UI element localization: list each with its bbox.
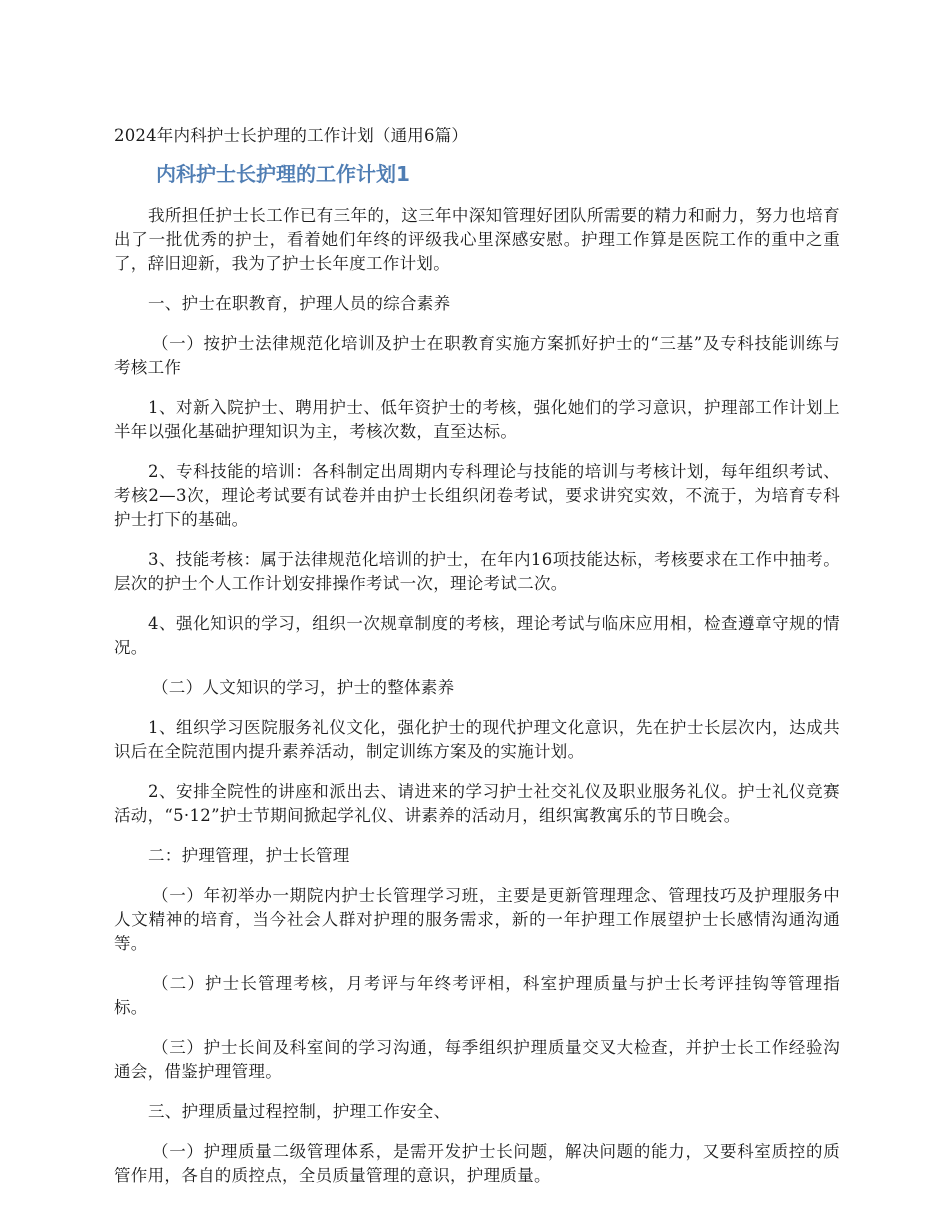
paragraph: （一）年初举办一期院内护士长管理学习班，主要是更新管理理念、管理技巧及护理服务中人文精神的培育，当今社会人群对护理的服务需求，新的一年护理工作展望护士长感情沟通沟通等。 bbox=[114, 886, 840, 953]
paragraph: （一）按护士法律规范化培训及护士在职教育实施方案抓好护士的“三基”及专科技能训练与考核工作 bbox=[114, 334, 840, 377]
paragraph: （二）人文知识的学习，护士的整体素养 bbox=[152, 678, 455, 697]
document-page bbox=[114, 124, 840, 1204]
section-heading: 内科护士长护理的工作计划1 bbox=[156, 162, 410, 186]
paragraph: （一）护理质量二级管理体系，是需开发护士长问题，解决问题的能力，又要科室质控的质管作用，各自的质控点，全员质量管理的意识，护理质量。 bbox=[114, 1142, 840, 1185]
paragraph: 二：护理管理，护士长管理 bbox=[148, 846, 350, 865]
paragraph: 三、护理质量过程控制，护理工作安全、 bbox=[148, 1102, 451, 1121]
paragraph: 2、安排全院性的讲座和派出去、请进来的学习护士社交礼仪及职业服务礼仪。护士礼仪竞赛活动，“5·12”护士节期间掀起学礼仪、讲素养的活动月，组织寓教寓乐的节日晚会。 bbox=[114, 782, 840, 825]
document-title: 2024年内科护士长护理的工作计划（通用6篇） bbox=[114, 126, 469, 145]
paragraph: 一、护士在职教育，护理人员的综合素养 bbox=[148, 294, 451, 313]
paragraph: 2、专科技能的培训：各科制定出周期内专科理论与技能的培训与考核计划，每年组织考试、考核2—3次，理论考试要有试卷并由护士长组织闭卷考试，要求讲究实效，不流于，为培育专科护士打下的基础。 bbox=[114, 462, 840, 529]
paragraph: 1、对新入院护士、聘用护士、低年资护士的考核，强化她们的学习意识，护理部工作计划上半年以强化基础护理知识为主，考核次数，直至达标。 bbox=[114, 398, 840, 441]
paragraph: （三）护士长间及科室间的学习沟通，每季组织护理质量交叉大检查，并护士长工作经验沟通会，借鉴护理管理。 bbox=[114, 1038, 840, 1081]
paragraph: 3、技能考核：属于法律规范化培训的护士，在年内16项技能达标，考核要求在工作中抽考。层次的护士个人工作计划安排操作考试一次，理论考试二次。 bbox=[114, 550, 840, 593]
paragraph: 我所担任护士长工作已有三年的，这三年中深知管理好团队所需要的精力和耐力，努力也培育出了一批优秀的护士，看着她们年终的评级我心里深感安慰。护理工作算是医院工作的重中之重了，辞旧迎新，我为了护士长年度工作计划。 bbox=[114, 206, 840, 273]
paragraph: 4、强化知识的学习，组织一次规章制度的考核，理论考试与临床应用相，检查遵章守规的情况。 bbox=[114, 614, 840, 657]
paragraph: 1、组织学习医院服务礼仪文化，强化护士的现代护理文化意识，先在护士长层次内，达成共识后在全院范围内提升素养活动，制定训练方案及的实施计划。 bbox=[114, 718, 840, 761]
paragraph: （二）护士长管理考核，月考评与年终考评相，科室护理质量与护士长考评挂钩等管理指标。 bbox=[114, 974, 840, 1017]
